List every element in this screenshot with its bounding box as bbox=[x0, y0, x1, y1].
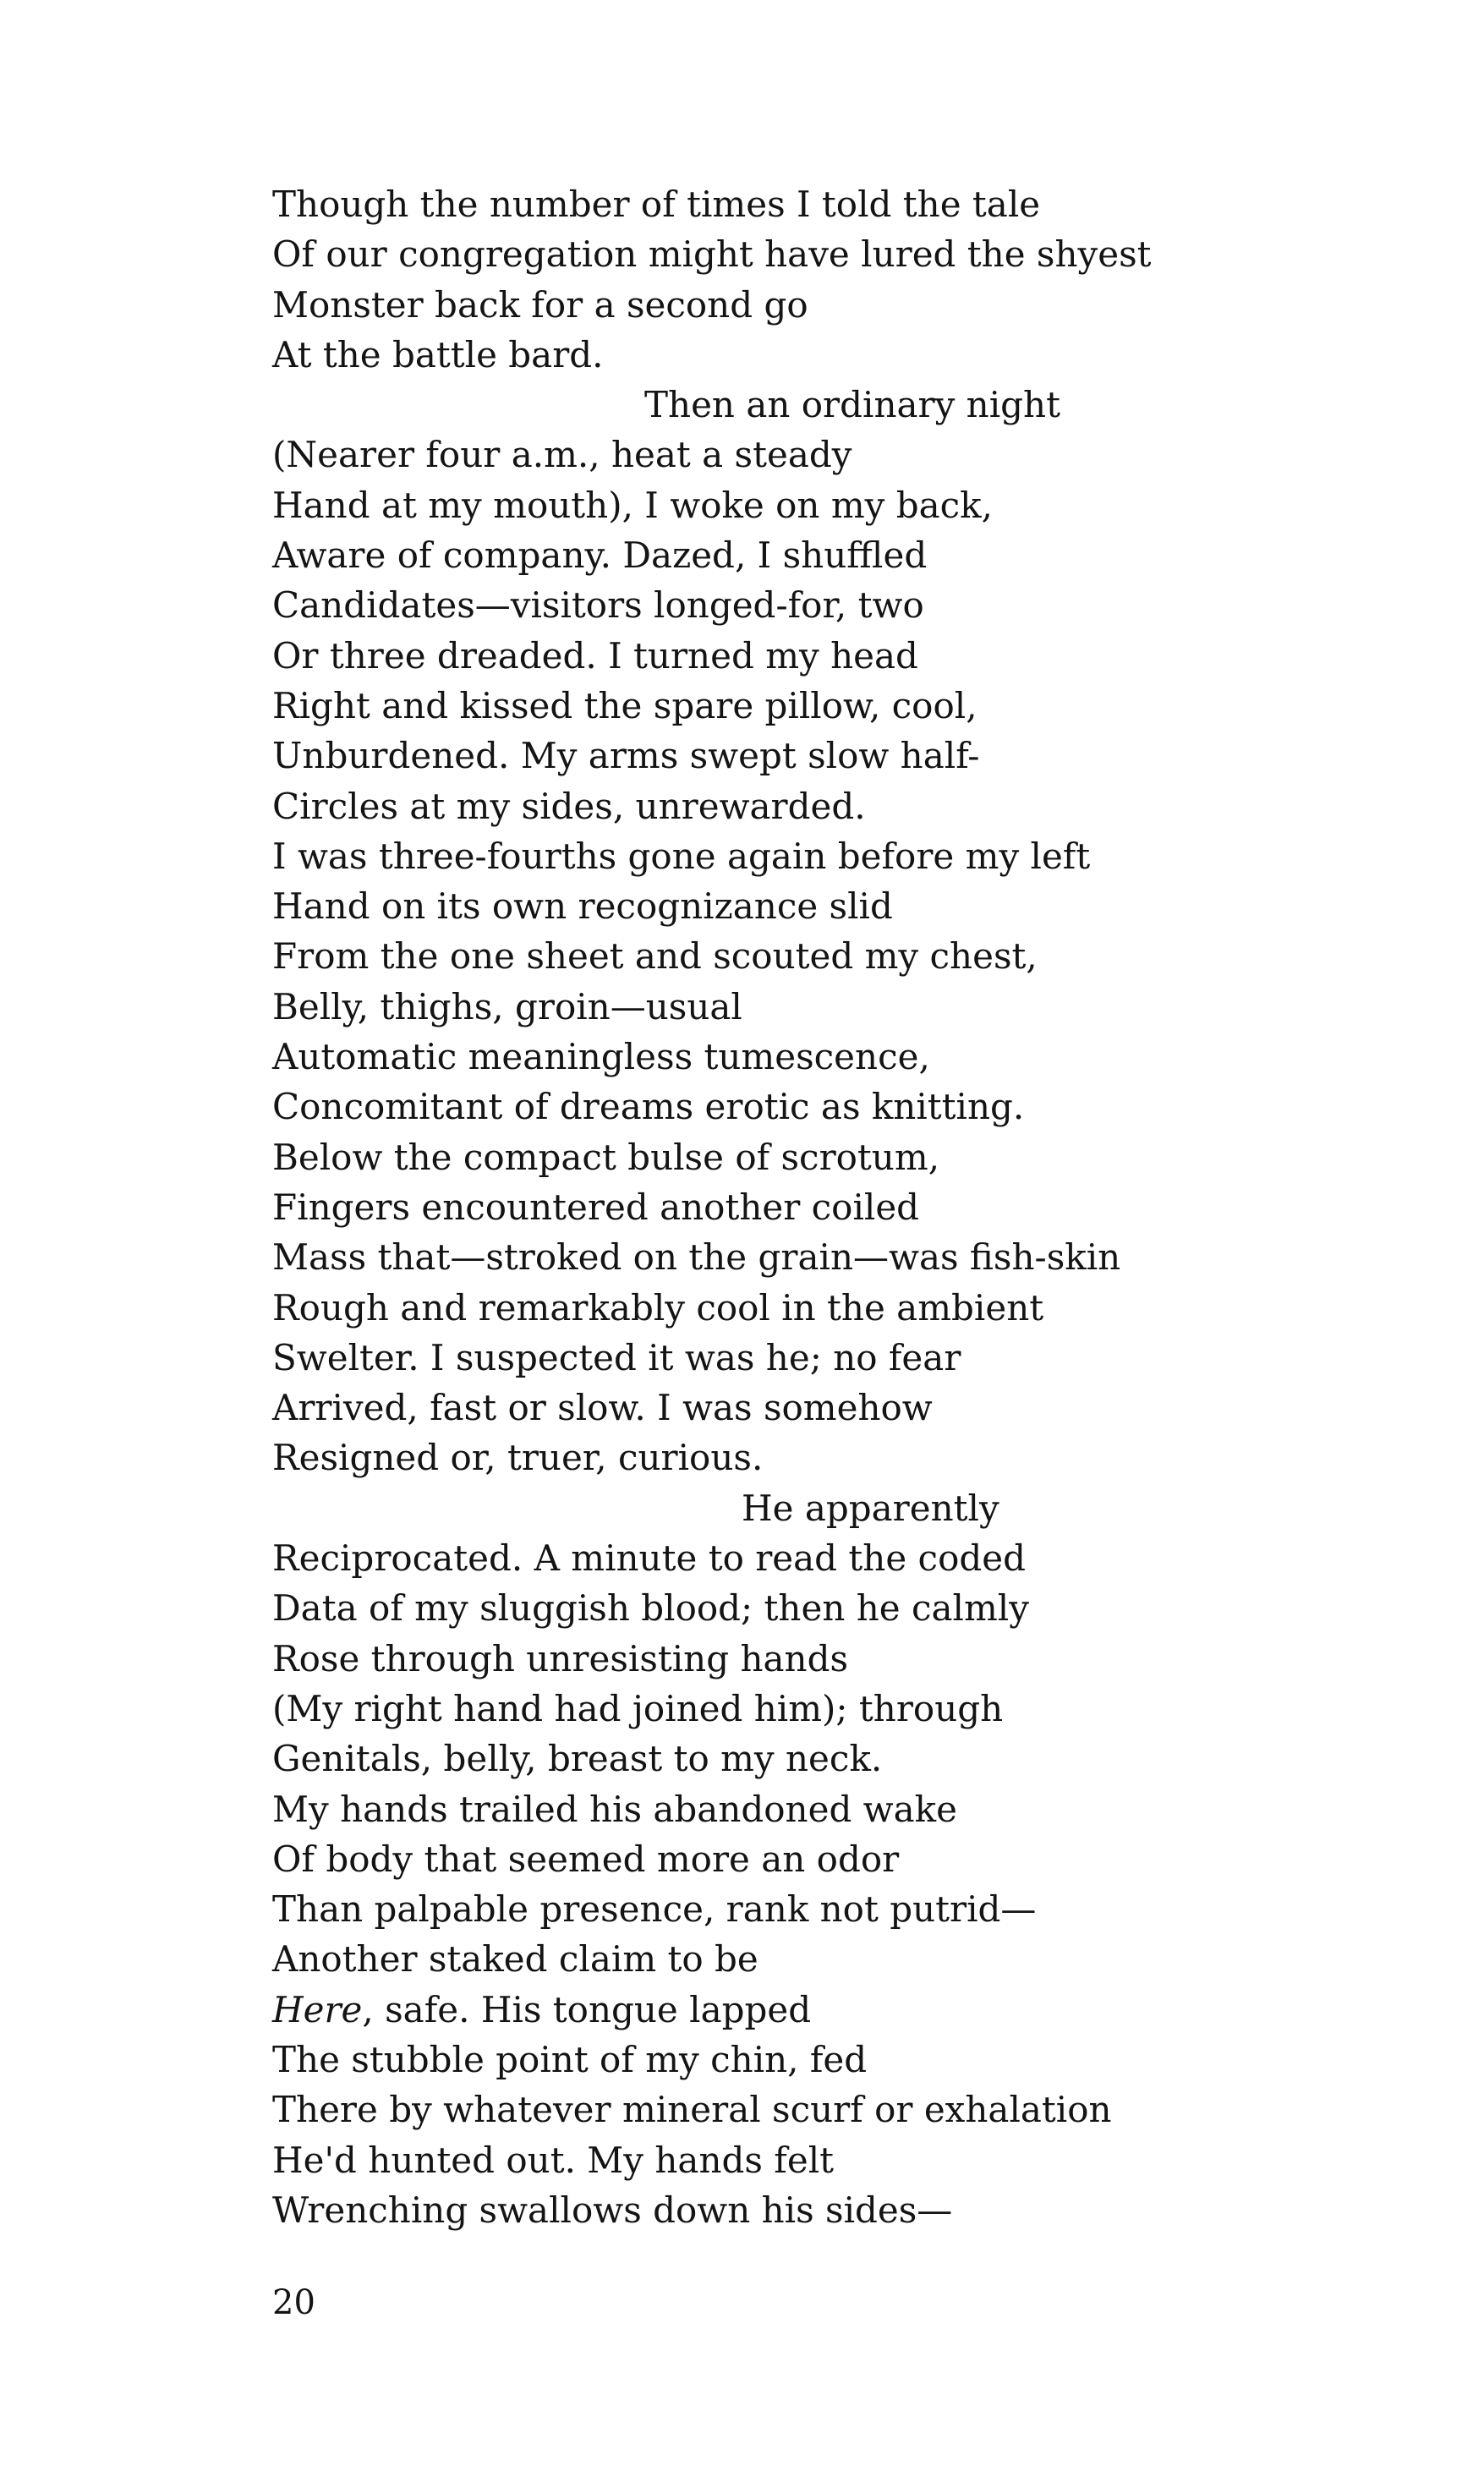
poem-line bbox=[272, 330, 1372, 380]
poem-line bbox=[272, 931, 1372, 981]
poem-line-text: Than palpable presence, rank not putrid— bbox=[272, 1888, 1037, 1931]
poem-line bbox=[272, 1333, 1372, 1383]
poem-line-text: Of our congregation might have lured the shyest bbox=[272, 233, 1152, 276]
poem-line bbox=[272, 2185, 1372, 2235]
poem-line bbox=[272, 1533, 1372, 1583]
poem-line-text: He'd hunted out. My hands felt bbox=[272, 2139, 835, 2181]
poem-line-text: Reciprocated. A minute to read the coded bbox=[272, 1537, 1026, 1580]
poem-line bbox=[272, 2085, 1372, 2134]
poem-line bbox=[272, 1433, 1372, 1482]
poem-line-text: Arrived, fast or slow. I was somehow bbox=[272, 1387, 933, 1429]
poem-line-text: Rose through unresisting hands bbox=[272, 1637, 849, 1679]
poem-line-text: Genitals, belly, breast to my neck. bbox=[272, 1738, 883, 1780]
poem-line-text: , safe. His tongue lapped bbox=[362, 1988, 812, 2030]
poem-line-text: Swelter. I suspected it was he; no fear bbox=[272, 1336, 961, 1378]
poem-line bbox=[272, 229, 1372, 279]
poem-line-text: He apparently bbox=[742, 1487, 999, 1529]
poem-line-text: There by whatever mineral scurf or exhalation bbox=[272, 2089, 1112, 2131]
poem-line bbox=[272, 2135, 1372, 2185]
poem-line-italic-word: Here bbox=[272, 1988, 363, 2030]
poem-line-text: Automatic meaningless tumescence, bbox=[272, 1036, 930, 1078]
poem-line bbox=[272, 1232, 1372, 1282]
poem-line bbox=[272, 631, 1372, 681]
poem-line bbox=[272, 1483, 1372, 1533]
poem-line bbox=[272, 1132, 1372, 1182]
poem-line-text: Unburdened. My arms swept slow half- bbox=[272, 735, 980, 777]
poem-line bbox=[272, 1032, 1372, 1082]
poem-line-text: Right and kissed the spare pillow, cool, bbox=[272, 684, 977, 726]
poem-line-text: (My right hand had joined him); through bbox=[272, 1687, 1004, 1729]
poem-line bbox=[272, 1985, 1372, 2035]
poem-line-text: (Nearer four a.m., heat a steady bbox=[272, 434, 852, 476]
poem-line-text: Or three dreaded. I turned my head bbox=[272, 634, 918, 677]
poem-line-text: Wrenching swallows down his sides— bbox=[272, 2189, 953, 2231]
poem-line-text: Mass that—stroked on the grain—was fish-skin bbox=[272, 1236, 1121, 1279]
poem-line-text: Concomitant of dreams erotic as knitting. bbox=[272, 1086, 1025, 1128]
poem-line-text: Fingers encountered another coiled bbox=[272, 1186, 920, 1228]
poem-line-text: The stubble point of my chin, fed bbox=[272, 2038, 868, 2080]
poem-line-text: Hand on its own recognizance slid bbox=[272, 885, 893, 928]
poem-line-text: Another staked claim to be bbox=[272, 1938, 758, 1981]
poem-line bbox=[272, 982, 1372, 1032]
poem-line bbox=[272, 1634, 1372, 1684]
poem-line bbox=[272, 580, 1372, 630]
poem-line-text: Resigned or, truer, curious. bbox=[272, 1437, 764, 1479]
page-number: 20 bbox=[272, 2283, 315, 2322]
poem-line bbox=[272, 2035, 1372, 2085]
poem-line bbox=[272, 1784, 1372, 1834]
poem-line bbox=[272, 881, 1372, 931]
poem-line bbox=[272, 1283, 1372, 1333]
poem-line bbox=[272, 781, 1372, 831]
poem-line-text: Circles at my sides, unrewarded. bbox=[272, 785, 866, 827]
poem-line bbox=[272, 179, 1372, 229]
poem-line-text: From the one sheet and scouted my chest, bbox=[272, 935, 1038, 978]
poem-line bbox=[272, 1182, 1372, 1232]
poem-line bbox=[272, 1082, 1372, 1131]
poem-line bbox=[272, 530, 1372, 580]
poem-line-text: Hand at my mouth), I woke on my back, bbox=[272, 484, 993, 526]
poem-line-text: My hands trailed his abandoned wake bbox=[272, 1788, 957, 1830]
poem-line-text: At the battle bard. bbox=[272, 333, 604, 375]
poem-line-text: Monster back for a second go bbox=[272, 283, 808, 326]
poem-line bbox=[272, 731, 1372, 781]
poem-line-text: Aware of company. Dazed, I shuffled bbox=[272, 534, 928, 577]
poem-line-text: Candidates—visitors longed-for, two bbox=[272, 584, 924, 627]
poem-line bbox=[272, 1583, 1372, 1633]
poem-text bbox=[272, 179, 1372, 2235]
poem-line-text: Then an ordinary night bbox=[644, 384, 1060, 426]
poem-line bbox=[272, 1884, 1372, 1934]
poem-line bbox=[272, 1934, 1372, 1984]
poem-line bbox=[272, 831, 1372, 881]
poem-line bbox=[272, 280, 1372, 330]
poem-line bbox=[272, 1684, 1372, 1734]
poem-line bbox=[272, 681, 1372, 731]
poem-line-text: I was three-fourths gone again before my left bbox=[272, 835, 1091, 877]
poem-line bbox=[272, 1383, 1372, 1433]
poem-line bbox=[272, 380, 1372, 430]
poem-line-text: Belly, thighs, groin—usual bbox=[272, 985, 742, 1027]
poem-line bbox=[272, 1834, 1372, 1884]
poem-line-text: Below the compact bulse of scrotum, bbox=[272, 1136, 940, 1178]
poem-line bbox=[272, 480, 1372, 530]
poem-line-text: Though the number of times I told the tale bbox=[272, 184, 1041, 225]
poem-line bbox=[272, 430, 1372, 479]
poem-line bbox=[272, 1734, 1372, 1783]
poem-line-text: Of body that seemed more an odor bbox=[272, 1838, 900, 1880]
poem-line-text: Rough and remarkably cool in the ambient bbox=[272, 1286, 1044, 1329]
poem-line-text: Data of my sluggish blood; then he calmly bbox=[272, 1587, 1029, 1630]
